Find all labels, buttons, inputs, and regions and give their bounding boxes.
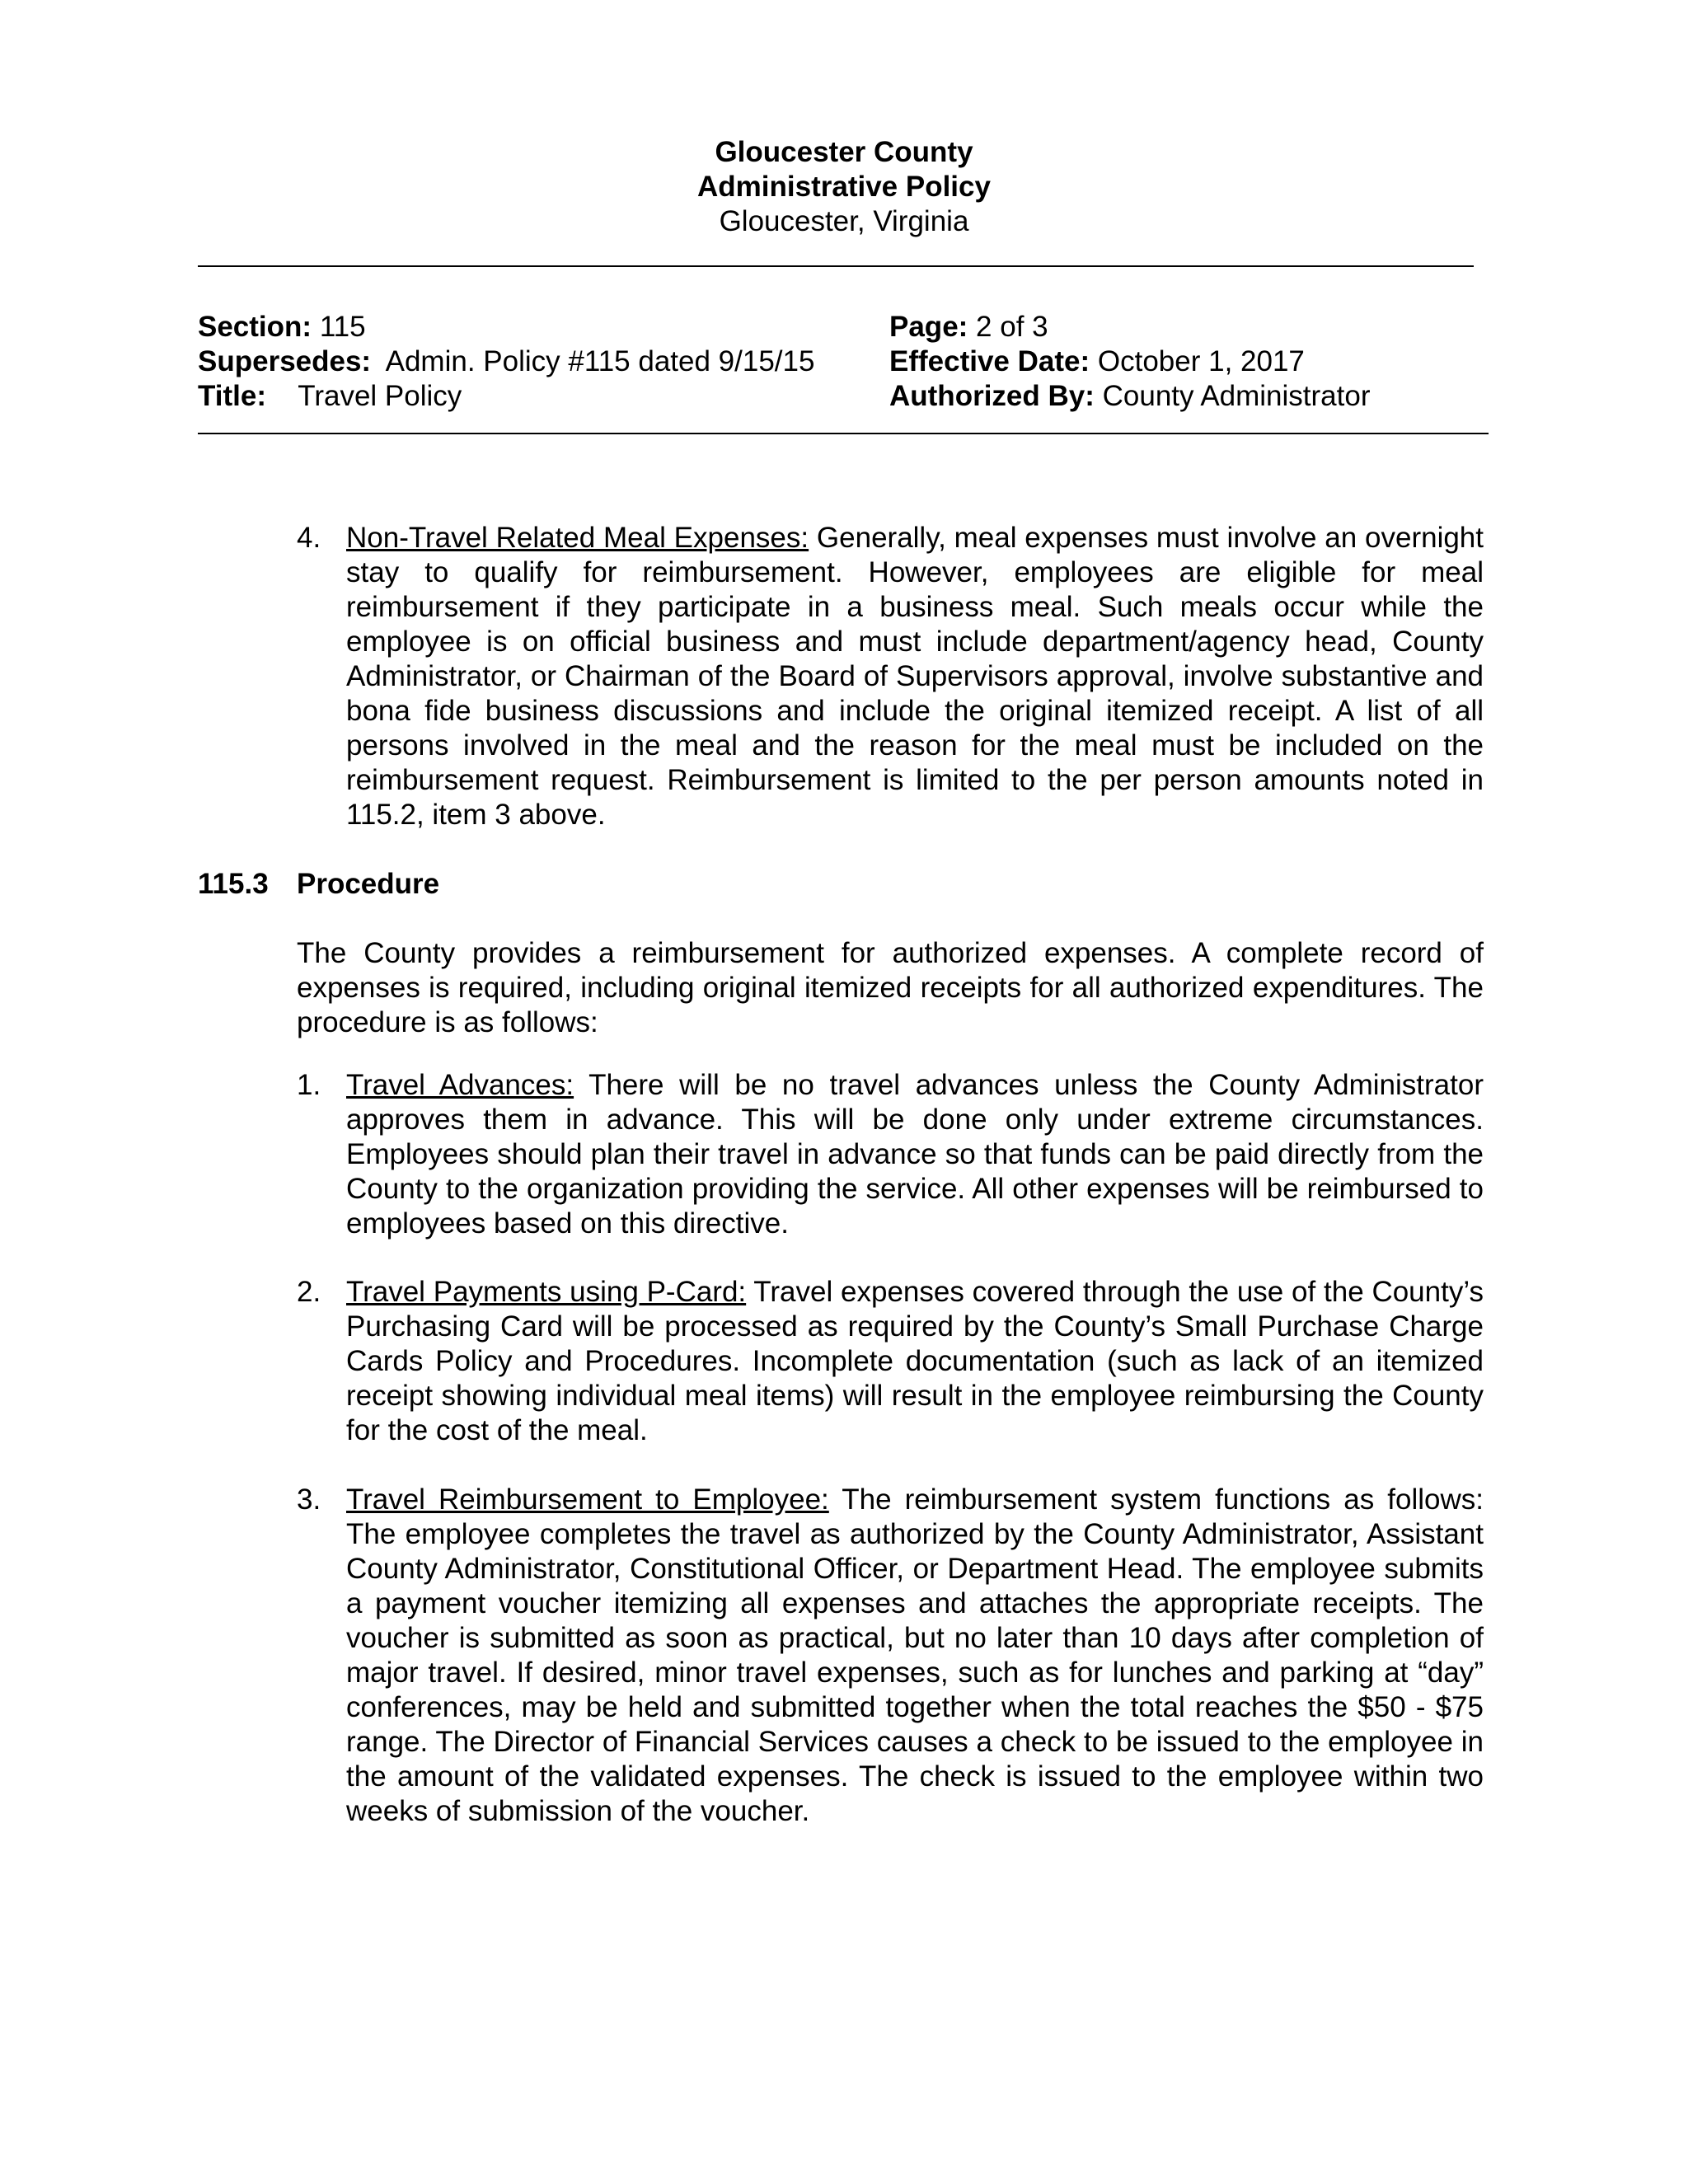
list-item-number: 4. <box>297 522 321 554</box>
list-item-body <box>346 1483 1484 1829</box>
authorized-by-label: Authorized By: <box>889 380 1095 412</box>
authorized-by-field <box>889 379 1371 414</box>
section-field <box>198 310 366 344</box>
section-number: 115.3 <box>198 868 269 900</box>
list-item-2 <box>297 1275 1484 1448</box>
list-item-number: 3. <box>297 1483 321 1516</box>
list-item-body <box>346 1275 1484 1448</box>
page-label: Page: <box>889 311 968 343</box>
county-name: Gloucester County <box>715 136 973 168</box>
effective-date-field <box>889 344 1305 379</box>
section-heading <box>198 867 439 902</box>
list-item-heading: Travel Advances: <box>346 1069 574 1101</box>
section-label: Section: <box>198 311 312 343</box>
list-item-heading: Travel Reimbursement to Employee: <box>346 1483 829 1516</box>
meta-rule <box>198 433 1489 434</box>
effective-date-label: Effective Date: <box>889 345 1090 377</box>
supersedes-value: Admin. Policy #115 dated 9/15/15 <box>385 345 815 377</box>
supersedes-label: Supersedes: <box>198 345 372 377</box>
list-item-3 <box>297 1483 1484 1829</box>
list-item-text: The reimbursement system functions as follows: The employee completes the travel as authorized by the County Administrator, Assistant County Administrator, Constitutional Officer, or Department Head. The employee submits a payment voucher itemizing all expenses and attaches the appropriate receipts. The voucher is submitted as soon as practical, but no later than 10 days after completion of major travel. If desired, minor travel expenses, such as for lunches and parking at “day” conferences, may be held and submitted together when the total reaches the $50 - $75 range. The Director of Financial Services causes a check to be issued to the employee in the amount of the validated expenses. The check is issued to the employee within two weeks of submission of the voucher. <box>346 1483 1484 1827</box>
list-item-4 <box>297 521 1484 832</box>
page-field <box>889 310 1048 344</box>
list-item-text: Travel expenses covered through the use of the County’s Purchasing Card will be processed as required by the County’s Small Purchase Charge Cards Policy and Procedures. Incomplete documentation (such as lack of an itemized receipt showing individual meal items) will result in the employee reimbursing the County for the cost of the meal. <box>346 1276 1484 1446</box>
title-value: Travel Policy <box>298 380 462 412</box>
list-item-number: 2. <box>297 1276 321 1308</box>
title-label: Title: <box>198 380 266 412</box>
effective-date-value: October 1, 2017 <box>1097 345 1305 377</box>
location: Gloucester, Virginia <box>719 205 969 237</box>
supersedes-field <box>198 344 814 379</box>
page-value: 2 of 3 <box>976 311 1048 343</box>
list-item-heading: Non-Travel Related Meal Expenses: <box>346 522 809 554</box>
list-item-text: There will be no travel advances unless the County Administrator approves them in advance. This will be done only under extreme circumstances. Employees should plan their travel in advance so that funds can be paid directly from the County to the organization providing the service. All other expenses will be reimbursed to employees based on this directive. <box>346 1069 1484 1240</box>
list-item-body <box>346 521 1484 832</box>
section-value: 115 <box>319 311 366 343</box>
section-title: Procedure <box>297 868 440 900</box>
header-rule <box>198 265 1474 267</box>
list-item-body <box>346 1068 1484 1241</box>
title-field <box>198 379 462 414</box>
list-item-text: Generally, meal expenses must involve an overnight stay to qualify for reimbursement. However, employees are eligible for meal reimbursement if they participate in a business meal. Such meals occur while the employee is on official business and must include department/agency head, County Administrator, or Chairman of the Board of Supervisors approval, involve substantive and bona fide business discussions and include the original itemized receipt. A list of all persons involved in the meal and the reason for the meal must be included on the reimbursement request. Reimbursement is limited to the per person amounts noted in 115.2, item 3 above. <box>346 522 1484 831</box>
list-item-number: 1. <box>297 1069 321 1101</box>
list-item-heading: Travel Payments using P-Card: <box>346 1276 747 1308</box>
list-item-1 <box>297 1068 1484 1241</box>
procedure-intro: The County provides a reimbursement for authorized expenses. A complete record of expenses is required, including original itemized receipts for all authorized expenditures. The procedure is as follows: <box>297 937 1484 1038</box>
authorized-by-value: County Administrator <box>1102 380 1371 412</box>
policy-type: Administrative Policy <box>697 171 991 203</box>
